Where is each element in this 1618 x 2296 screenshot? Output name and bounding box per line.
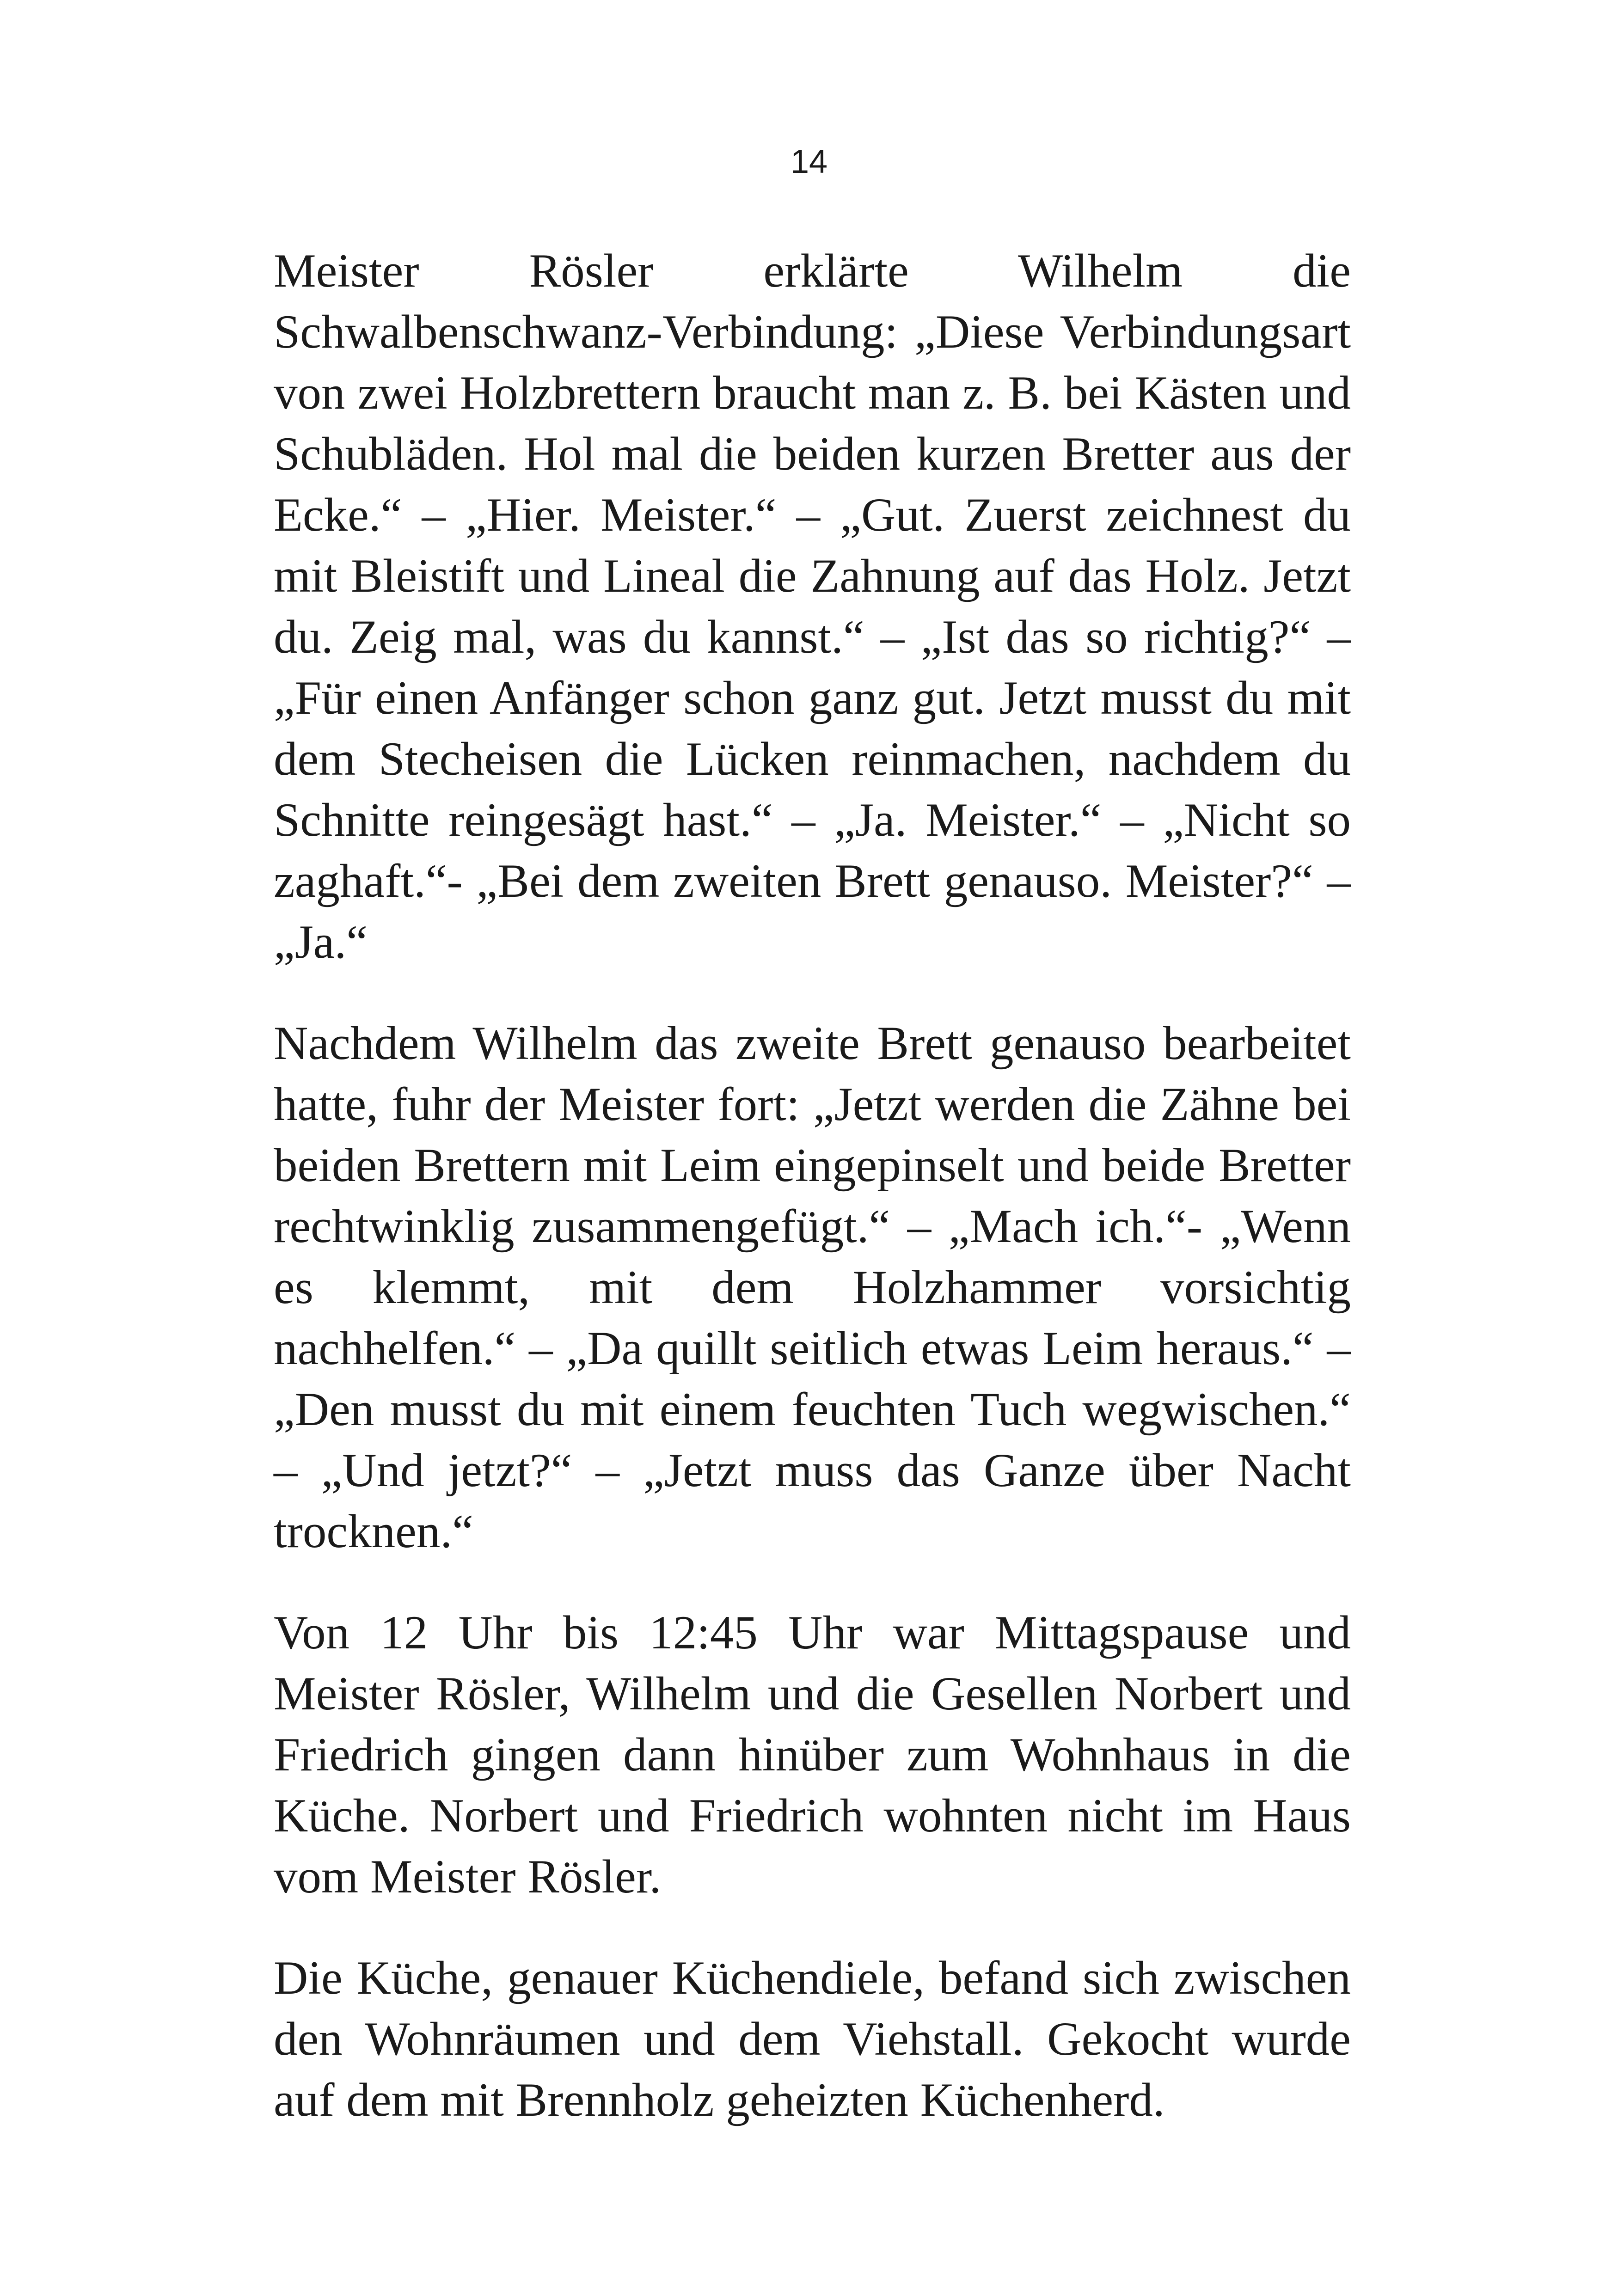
body-text — [274, 240, 1351, 2131]
paragraph-3: Von 12 Uhr bis 12:45 Uhr war Mittagspause und Meister Rösler, Wilhelm und die Gesellen Norbert und Friedrich gingen dann hinüber zum Wohnhaus in die Küche. Norbert und Friedrich wohnten nicht im Haus vom Meister Rösler. — [274, 1606, 1351, 1903]
paragraph-2: Nachdem Wilhelm das zweite Brett genauso bearbeitet hatte, fuhr der Meister fort: „Jetzt werden die Zähne bei beiden Brettern mit Leim eingepinselt und beide Bretter rechtwinklig zusammengefügt.“ – „Mach ich.“- „Wenn es klemmt, mit dem Holzhammer vorsichtig nachhelfen.“ – „Da quillt seitlich etwas Leim heraus.“ – „Den musst du mit einem feuchten Tuch wegwischen.“ – „Und jetzt?“ – „Jetzt muss das Ganze über Nacht trocknen.“ — [274, 1017, 1351, 1558]
paragraph-4: Die Küche, genauer Küchendiele, befand sich zwischen den Wohnräumen und dem Viehstall. Gekocht wurde auf dem mit Brennholz geheizten Küchenherd. — [274, 1952, 1351, 2126]
paragraph-1: Meister Rösler erklärte Wilhelm die Schwalbenschwanz-Verbindung: „Diese Verbindungsart von zwei Holzbrettern braucht man z. B. bei Kästen und Schubläden. Hol mal die beiden kurzen Bretter aus der Ecke.“ – „Hier. Meister.“ – „Gut. Zuerst zeichnest du mit Bleistift und Lineal die Zahnung auf das Holz. Jetzt du. Zeig mal, was du kannst.“ – „Ist das so richtig?“ – „Für einen Anfänger schon ganz gut. Jetzt musst du mit dem Stecheisen die Lücken reinmachen, nachdem du Schnitte reingesägt hast.“ – „Ja. Meister.“ – „Nicht so zaghaft.“- „Bei dem zweiten Brett genauso. Meister?“ – „Ja.“ — [274, 245, 1351, 968]
page-number: 14 — [790, 143, 828, 180]
